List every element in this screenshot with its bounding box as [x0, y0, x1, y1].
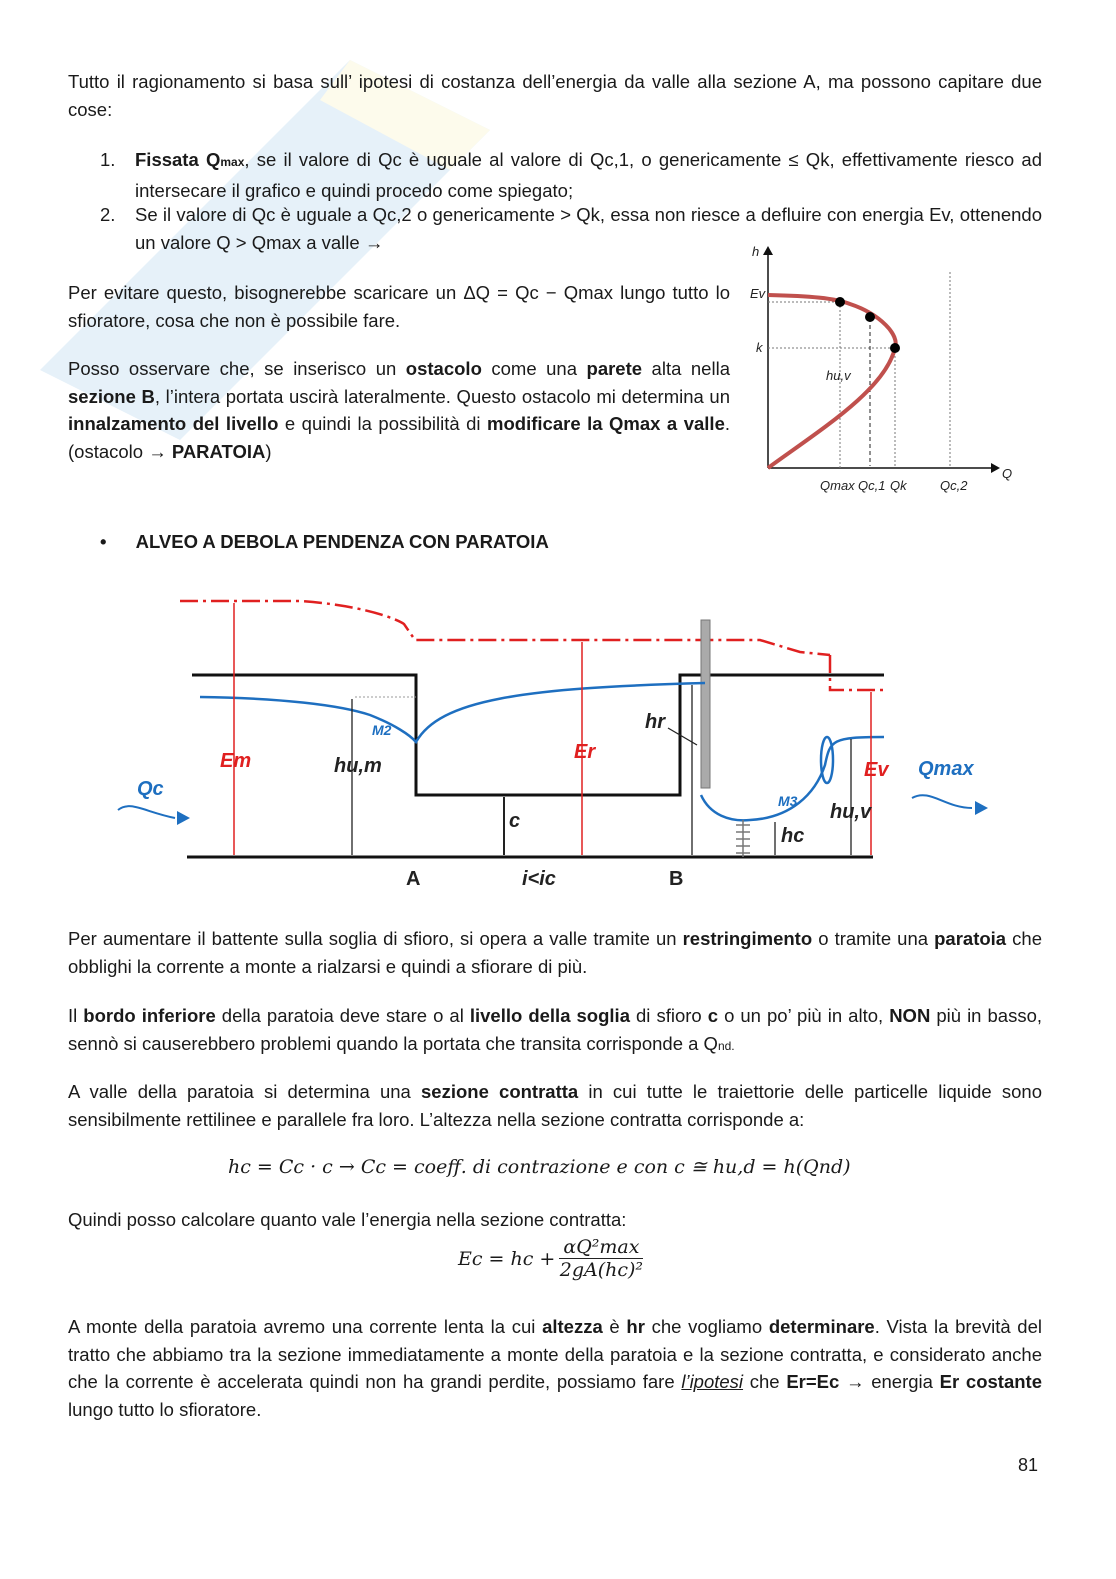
text: più in basso, sennò si causerebbero problemi quando la portata che transita corrisponde a Q	[68, 1005, 1043, 1054]
intro-paragraph: Tutto il ragionamento si basa sull’ ipotesi di costanza dell’energia da valle alla sezione A, ma possono capitare due cose:	[68, 71, 1042, 120]
label-hum: hu,m	[334, 755, 382, 777]
paragraph-bordo	[68, 1002, 1042, 1060]
label-section-b: B	[669, 868, 684, 890]
bold: PARATOIA	[171, 440, 266, 462]
label-c: c	[509, 810, 521, 832]
text: di sfioro	[629, 1005, 708, 1026]
text: . Vista la brevità del tratto che abbiamo tra la sezione immediatamente a monte della paratoia e la sezione contratta, e considerato anche che la corrente è accelerata quindi non ha grandi perdite, possiamo fare	[68, 1316, 1042, 1392]
text: o tramite una	[812, 928, 935, 949]
eq-lhs: Ec = hc +	[458, 1247, 556, 1270]
bold: Er=Ec	[786, 1371, 840, 1392]
text: A monte della paratoia avremo una corrente lenta la cui	[68, 1316, 543, 1337]
bold: sezione contratta	[421, 1081, 579, 1102]
text: in cui tutte le traiettorie delle particelle liquide sono sensibilmente rettilinee e parallele fra loro. L’altezza nella sezione contratta corrisponde a:	[68, 1081, 1043, 1130]
text: che obblighi la corrente a monte a rialzarsi e quindi a sfiorare di più.	[68, 928, 1042, 977]
text: lungo tutto lo sfioratore.	[68, 1398, 262, 1420]
text: A valle della paratoia si determina una	[68, 1081, 421, 1102]
underlined-italic: l’ipotesi	[681, 1371, 744, 1392]
paragraph-final	[68, 1313, 1042, 1423]
label-m3: M3	[778, 793, 798, 809]
label-huv: hu,v	[830, 801, 872, 823]
energy-line	[180, 601, 884, 690]
text: → energia	[839, 1371, 940, 1392]
bold: NON	[889, 1005, 931, 1026]
label-qk: Qk	[890, 478, 907, 493]
text: . (ostacolo →	[68, 413, 731, 462]
label-qmax: Qmax	[820, 478, 855, 493]
label-em: Em	[220, 750, 252, 772]
bold: determinare	[768, 1316, 875, 1337]
label-hr: hr	[645, 711, 665, 733]
label-slope: i<ic	[522, 868, 556, 890]
paragraph-sezione-contratta	[68, 1078, 1042, 1133]
eq-denominator: 2gA(hc)²	[559, 1259, 644, 1281]
label-ev: Ev	[750, 286, 766, 301]
text: o un po’ più in alto,	[718, 1005, 890, 1026]
height-arrows	[352, 685, 851, 855]
text: della paratoia deve stare o al	[215, 1005, 470, 1026]
bold: restringimento	[682, 928, 813, 949]
bold: ostacolo	[405, 358, 482, 379]
bold: paratoia	[934, 928, 1007, 949]
label-q: Q	[1002, 466, 1013, 481]
heading-text: ALVEO A DEBOLA PENDENZA CON PARATOIA	[135, 531, 549, 552]
list-text: Se il valore di Qc è uguale a Qc,2 o genericamente > Qk, essa non riesce a defluire con energia Ev, ottenendo un valore Q > Qmax a valle →	[135, 204, 1042, 253]
bold: sezione B	[68, 385, 155, 407]
paragraph-delta-q: Per evitare questo, bisognerebbe scaricare un ΔQ = Qc − Qmax lungo tutto lo sfioratore, cosa che non è possibile fare.	[68, 282, 730, 331]
label-section-a: A	[406, 868, 421, 890]
bold: livello della soglia	[469, 1005, 630, 1026]
text: )	[265, 440, 272, 462]
list-number: 1.	[100, 149, 116, 170]
text: Posso osservare che, se inserisco un	[68, 358, 406, 379]
label-qc1: Qc,1	[858, 478, 886, 493]
list-bold-sub: max	[220, 155, 245, 169]
page-number: 81	[1018, 1455, 1039, 1475]
bullet-icon: •	[100, 531, 107, 552]
label-k: k	[756, 340, 763, 355]
text: , l’intera portata uscirà lateralmente. Questo ostacolo mi determina un	[154, 385, 731, 407]
contracted-section-hatch	[736, 820, 750, 857]
list-number: 2.	[100, 204, 116, 225]
label-huv: hu,v	[826, 368, 851, 383]
bold: parete	[586, 358, 643, 379]
label-hc: hc	[781, 825, 805, 847]
label-qmax: Qmax	[918, 758, 974, 780]
text: è	[602, 1316, 627, 1337]
text: come una	[481, 358, 587, 379]
label-qc: Qc	[137, 778, 164, 800]
equation-hc: hc = Cc · c → Cc = coeff. di contrazione e con c ≅ hu,d = h(Qnd)	[228, 1156, 851, 1178]
text: che	[743, 1371, 787, 1392]
list-bold: Fissata Q	[135, 149, 221, 170]
eq-numerator: αQ²max	[559, 1236, 643, 1259]
gate-paratoia	[701, 620, 710, 788]
bold: c	[707, 1005, 719, 1026]
list-text: , se il valore di Qc è uguale al valore di Qc,1, o genericamente ≤ Qk, effettivamente riesco ad intersecare il grafico e quindi procedo come spiegato;	[135, 149, 1042, 201]
label-m2: M2	[372, 722, 392, 738]
bold: innalzamento del livello	[68, 413, 279, 434]
text: e quindi la possibilità di	[278, 413, 488, 434]
equation-ec	[458, 1236, 643, 1281]
text: che vogliamo	[644, 1316, 769, 1337]
label-er: Er	[574, 741, 596, 763]
bold: modificare la Qmax a valle	[487, 413, 725, 434]
paragraph-quindi: Quindi posso calcolare quanto vale l’energia nella sezione contratta:	[68, 1209, 627, 1230]
bold: hr	[626, 1316, 645, 1337]
label-h: h	[752, 244, 760, 259]
text: Per aumentare il battente sulla soglia di sfioro, si opera a valle tramite un	[68, 928, 683, 949]
paragraph-battente	[68, 925, 1042, 980]
bold: bordo inferiore	[83, 1005, 216, 1026]
bold: Er costante	[939, 1371, 1043, 1392]
text: alta nella	[642, 358, 730, 379]
text: Il	[68, 1005, 84, 1026]
label-qc2: Qc,2	[940, 478, 968, 493]
subscript: nd.	[717, 1038, 735, 1053]
bold: altezza	[542, 1316, 603, 1337]
label-ev: Ev	[864, 759, 889, 781]
